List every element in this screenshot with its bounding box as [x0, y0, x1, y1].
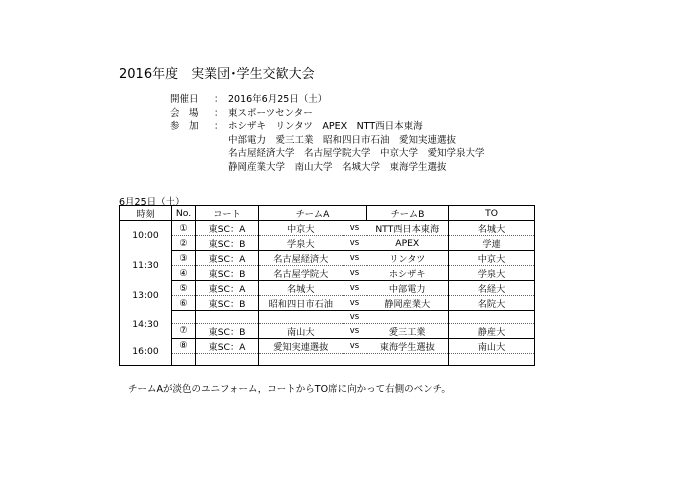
header-court: コート	[196, 206, 259, 221]
team-a-cell: 愛知実連選抜	[259, 338, 343, 353]
time-cell: 10:00	[120, 221, 172, 251]
to-cell: 中京大	[449, 251, 535, 266]
table-row	[120, 251, 535, 266]
court-cell: 東SC：A	[196, 251, 259, 266]
to-cell	[449, 311, 535, 324]
court-cell	[196, 353, 259, 366]
table-row	[120, 281, 535, 296]
participants-line: 静岡産業大学 南山大学 名城大学 東海学生選抜	[228, 161, 447, 173]
to-cell: 学連	[449, 236, 535, 251]
team-b-cell: 中部電力	[367, 281, 449, 296]
team-a-cell: 昭和四日市石油	[259, 296, 343, 311]
match-no	[172, 353, 196, 366]
table-row	[120, 296, 535, 311]
court-cell: 東SC：B	[196, 296, 259, 311]
to-cell: 南山大	[449, 338, 535, 353]
court-cell: 東SC：A	[196, 338, 259, 353]
team-a-cell: 名古屋学院大	[259, 266, 343, 281]
participants-line: 名古屋経済大学 名古屋学院大学 中京大学 愛知学泉大学	[228, 148, 485, 160]
to-cell: 名院大	[449, 296, 535, 311]
header-team-b: チームB	[367, 206, 449, 221]
court-cell: 東SC：B	[196, 266, 259, 281]
participants-row	[170, 120, 485, 134]
team-b-cell: 東海学生選抜	[367, 338, 449, 353]
table-row	[120, 323, 535, 338]
team-a-cell: 中京大	[259, 221, 343, 236]
match-no: ①	[172, 221, 196, 236]
header-to: TO	[449, 206, 535, 221]
time-cell: 13:00	[120, 281, 172, 311]
team-b-cell: 静岡産業大	[367, 296, 449, 311]
uniform-note: チームAが淡色のユニフォーム，コートからTO席に向かって右側のベンチ。	[128, 384, 451, 395]
table-row	[120, 266, 535, 281]
match-no: ⑤	[172, 281, 196, 296]
header-team-a: チームA	[259, 206, 367, 221]
to-cell: 名経大	[449, 281, 535, 296]
team-b-cell: NTT西日本東海	[367, 221, 449, 236]
team-b-cell: 愛三工業	[367, 323, 449, 338]
table-row	[120, 311, 535, 324]
team-b-cell: リンタツ	[367, 251, 449, 266]
participants-line: 中部電力 愛三工業 昭和四日市石油 愛知実連選抜	[228, 134, 457, 146]
to-cell: 学泉大	[449, 266, 535, 281]
team-a-cell: 学泉大	[259, 236, 343, 251]
vs-label: vs	[343, 221, 367, 236]
team-b-cell: ホシザキ	[367, 266, 449, 281]
participants-label: 参 加	[170, 121, 199, 133]
vs-label: vs	[343, 281, 367, 296]
team-a-cell: 南山大	[259, 323, 343, 338]
vs-label: vs	[343, 311, 367, 324]
vs-label: vs	[343, 323, 367, 338]
team-a-cell: 名城大	[259, 281, 343, 296]
event-info	[170, 93, 485, 175]
header-row	[120, 206, 535, 221]
match-no: ③	[172, 251, 196, 266]
match-no: ⑦	[172, 323, 196, 338]
participants-colon: ：	[214, 121, 224, 133]
court-cell: 東SC：B	[196, 323, 259, 338]
table-row	[120, 338, 535, 353]
date-colon: ：	[214, 94, 224, 105]
vs-label: vs	[343, 251, 367, 266]
match-no: ②	[172, 236, 196, 251]
venue-value: 東スポーツセンター	[228, 107, 313, 119]
vs-label: vs	[343, 266, 367, 281]
team-a-cell: 名古屋経済大	[259, 251, 343, 266]
team-b-cell: APEX	[367, 236, 449, 251]
court-cell: 東SC：A	[196, 281, 259, 296]
team-b-cell	[367, 353, 449, 366]
match-no: ⑥	[172, 296, 196, 311]
time-cell: 16:00	[120, 338, 172, 366]
participants-line: ホシザキ リンタツ APEX NTT西日本東海	[228, 121, 423, 133]
to-cell: 名城大	[449, 221, 535, 236]
to-cell	[449, 353, 535, 366]
header-time: 時刻	[120, 206, 172, 221]
court-cell: 東SC：B	[196, 236, 259, 251]
vs-label: vs	[343, 236, 367, 251]
vs-label: vs	[343, 296, 367, 311]
table-row	[120, 221, 535, 236]
court-cell: 東SC：A	[196, 221, 259, 236]
match-no: ④	[172, 266, 196, 281]
team-a-cell	[259, 311, 343, 324]
to-cell: 静産大	[449, 323, 535, 338]
venue-label: 会 場	[170, 107, 199, 119]
table-row	[120, 236, 535, 251]
team-a-cell	[259, 353, 343, 366]
vs-empty	[343, 353, 367, 366]
venue-row	[170, 107, 485, 121]
vs-label: vs	[343, 338, 367, 353]
page-title: 2016年度 実業団･学生交歓大会	[119, 67, 315, 82]
match-no: ⑧	[172, 338, 196, 353]
schedule-date: 6月25日（土）	[119, 197, 185, 208]
schedule-table	[119, 205, 535, 366]
time-cell: 14:30	[120, 311, 172, 339]
court-cell	[196, 311, 259, 324]
date-row	[170, 93, 485, 107]
table-row	[120, 353, 535, 366]
team-b-cell	[367, 311, 449, 324]
date-value: 2016年6月25日（土）	[228, 94, 328, 105]
time-cell: 11:30	[120, 251, 172, 281]
date-label: 開催日	[170, 94, 199, 105]
match-no	[172, 311, 196, 324]
header-no: No.	[172, 206, 196, 221]
venue-colon: ：	[214, 107, 224, 119]
